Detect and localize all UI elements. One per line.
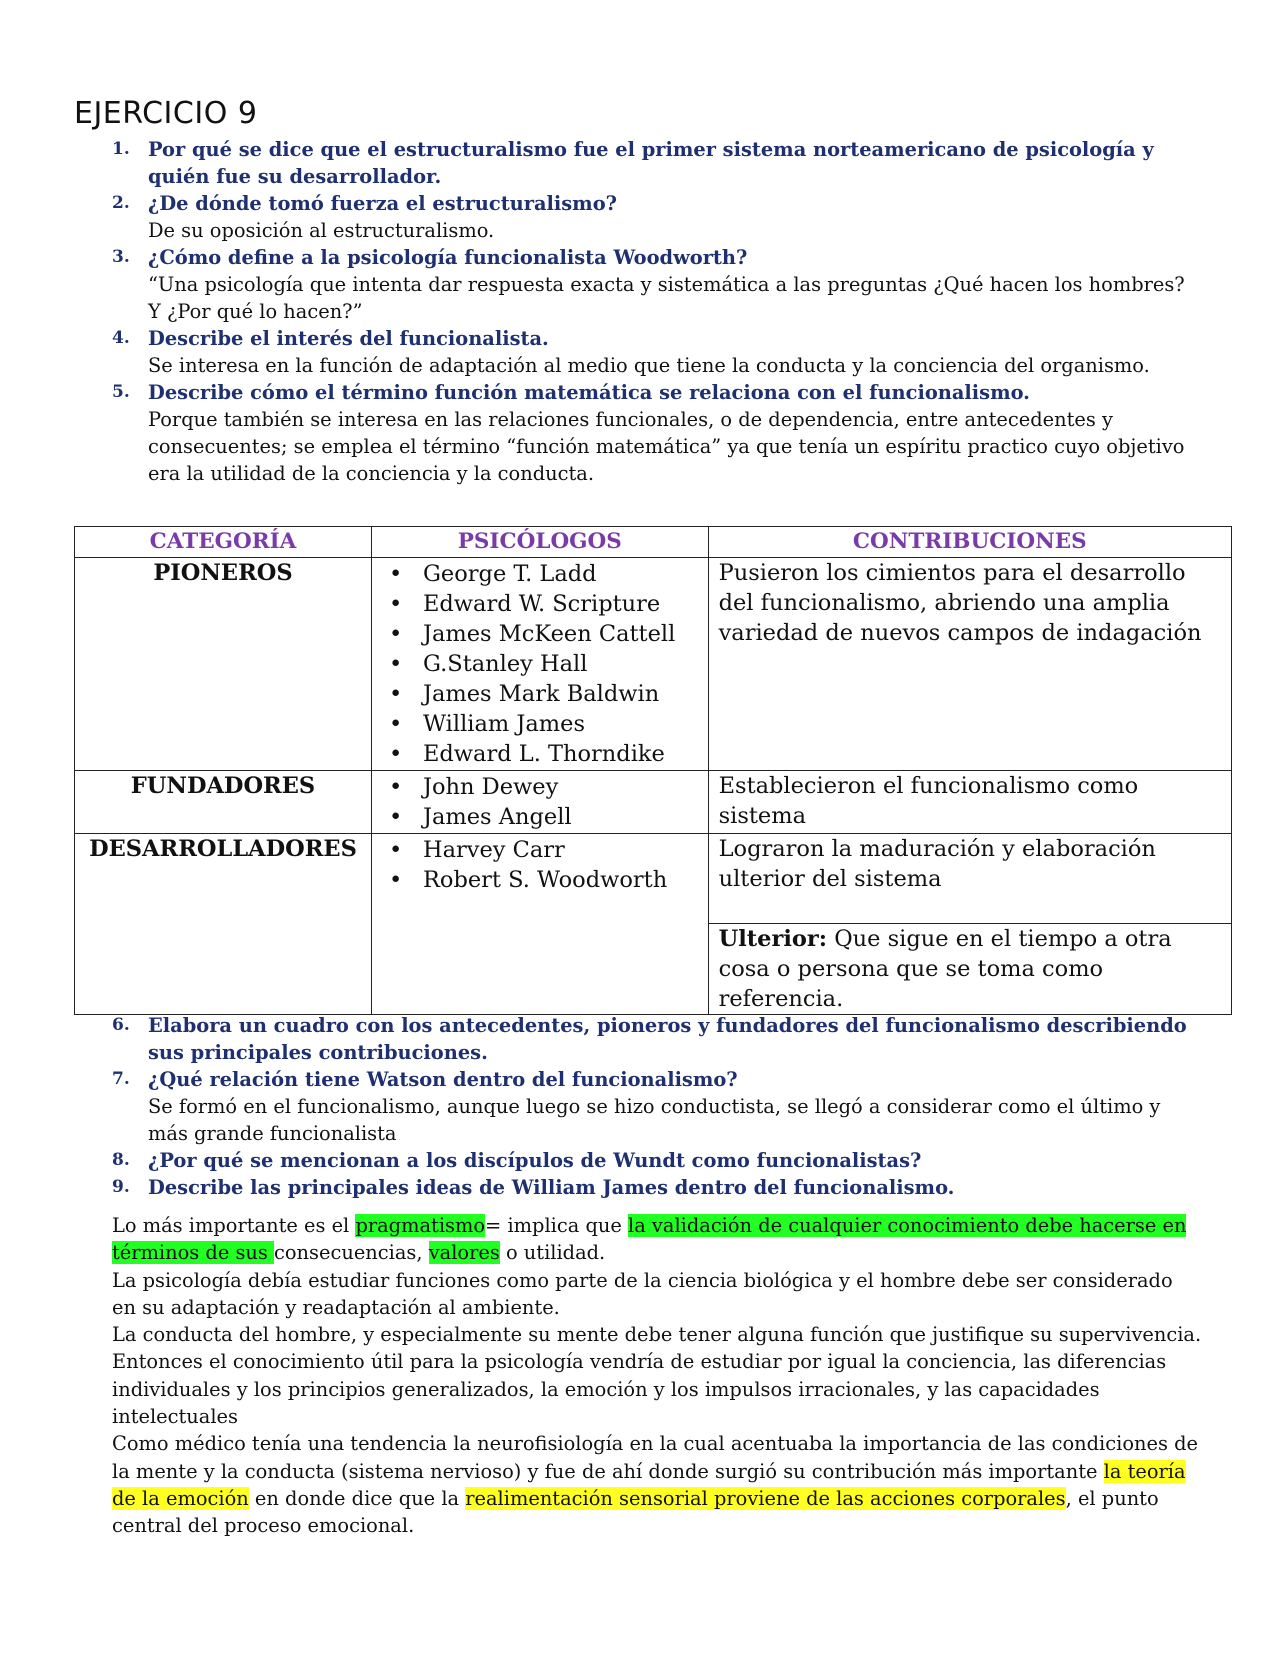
list-item: • Harvey Carr bbox=[387, 835, 707, 865]
list-item: • Edward W. Scripture bbox=[387, 589, 707, 619]
paragraph bbox=[112, 1430, 1202, 1539]
contribution-cell: Lograron la maduración y elaboración ulterior del sistema bbox=[708, 834, 1231, 924]
question-number: 8. bbox=[112, 1150, 130, 1170]
closing-text bbox=[112, 1212, 1202, 1540]
question-number: 2. bbox=[112, 193, 130, 213]
definition-text: Que sigue en el tiempo a otra cosa o persona que se toma como referencia. bbox=[718, 926, 1172, 1012]
psychologists-cell bbox=[371, 834, 708, 1015]
question-text: ¿De dónde tomó fuerza el estructuralismo? bbox=[148, 192, 617, 215]
question-number: 9. bbox=[112, 1177, 130, 1197]
text-run: o utilidad. bbox=[499, 1241, 606, 1265]
question-number: 5. bbox=[112, 382, 130, 402]
paragraph: Entonces el conocimiento útil para la psicología vendría de estudiar por igual la conciencia, las diferencias individuales y los principios generalizados, la emoción y los impulsos irracionales, y las capacidades intelectuales bbox=[112, 1350, 1167, 1429]
paragraph: La conducta del hombre, y especialmente su mente debe tener alguna función que justifique su supervivencia. bbox=[112, 1323, 1202, 1347]
question-number: 1. bbox=[112, 139, 130, 159]
question-number: 7. bbox=[112, 1069, 130, 1089]
answer-text: Porque también se interesa en las relaciones funcionales, o de dependencia, entre antecedentes y consecuentes; se emplea el término “función matemática” ya que tenía un espíritu practico cuyo objetivo era la utilidad de la conciencia y la conducta. bbox=[148, 408, 1185, 485]
definition-term: Ulterior: bbox=[718, 926, 828, 952]
question-text: Describe cómo el término función matemática se relaciona con el funcionalismo. bbox=[148, 381, 1030, 404]
text-run: consecuencias, bbox=[274, 1241, 429, 1265]
contribution-cell: Pusieron los cimientos para el desarrollo del funcionalismo, abriendo una amplia variedad de nuevos campos de indagación bbox=[708, 558, 1231, 771]
psychologist-list bbox=[373, 559, 707, 769]
question-text: ¿Por qué se mencionan a los discípulos de Wundt como funcionalistas? bbox=[148, 1149, 922, 1172]
category-cell: FUNDADORES bbox=[75, 771, 372, 834]
psychologist-list bbox=[373, 772, 707, 832]
list-item: • G.Stanley Hall bbox=[387, 649, 707, 679]
answer-text: De su oposición al estructuralismo. bbox=[148, 219, 495, 242]
question-number: 4. bbox=[112, 328, 130, 348]
question-item bbox=[108, 379, 1188, 487]
category-cell: DESARROLLADORES bbox=[75, 834, 372, 1015]
question-item bbox=[108, 244, 1188, 325]
header-contributions: CONTRIBUCIONES bbox=[708, 527, 1231, 558]
answer-text: “Una psicología que intenta dar respuesta exacta y sistemática a las preguntas ¿Qué hacen los hombres? Y ¿Por qué lo hacen?” bbox=[148, 273, 1185, 323]
question-text: Describe las principales ideas de William James dentro del funcionalismo. bbox=[148, 1176, 955, 1199]
question-item bbox=[108, 1174, 1188, 1201]
table-row bbox=[75, 834, 1232, 924]
list-item: • James McKeen Cattell bbox=[387, 619, 707, 649]
question-item bbox=[108, 136, 1188, 190]
list-item: • Edward L. Thorndike bbox=[387, 739, 707, 769]
text-run: Lo más importante es el bbox=[112, 1214, 356, 1237]
list-item: • James Angell bbox=[387, 802, 707, 832]
paragraph: La psicología debía estudiar funciones como parte de la ciencia biológica y el hombre debe ser considerado en su adaptación y readaptación al ambiente. bbox=[112, 1268, 1173, 1319]
question-text: Describe el interés del funcionalista. bbox=[148, 327, 549, 350]
answer-text: Se interesa en la función de adaptación al medio que tiene la conducta y la conciencia del organismo. bbox=[148, 354, 1150, 377]
highlight-green: pragmatismo bbox=[355, 1214, 486, 1237]
contribution-cell: Establecieron el funcionalismo como sistema bbox=[708, 771, 1231, 834]
psychologists-cell bbox=[371, 771, 708, 834]
question-text: Elabora un cuadro con los antecedentes, pioneros y fundadores del funcionalismo describiendo sus principales contribuciones. bbox=[148, 1014, 1187, 1064]
list-item: • John Dewey bbox=[387, 772, 707, 802]
question-list-top bbox=[108, 136, 1188, 487]
question-number: 6. bbox=[112, 1015, 130, 1035]
list-item: • George T. Ladd bbox=[387, 559, 707, 589]
list-item: • James Mark Baldwin bbox=[387, 679, 707, 709]
text-run: = implica que bbox=[485, 1214, 628, 1237]
table-row bbox=[75, 558, 1232, 771]
highlight-green: valores bbox=[428, 1241, 500, 1265]
question-item bbox=[108, 1066, 1188, 1147]
highlight-green: la validación de cualquier conocimiento debe hacerse en términos de sus bbox=[112, 1214, 1187, 1265]
question-number: 3. bbox=[112, 247, 130, 267]
question-item bbox=[108, 190, 1188, 244]
list-item: • William James bbox=[387, 709, 707, 739]
question-text: ¿Cómo define a la psicología funcionalista Woodworth? bbox=[148, 246, 748, 269]
list-item: • Robert S. Woodworth bbox=[387, 865, 707, 895]
page-title: EJERCICIO 9 bbox=[74, 96, 258, 131]
question-text: ¿Qué relación tiene Watson dentro del funcionalismo? bbox=[148, 1068, 738, 1091]
highlight-yellow: la teoría de la emoción bbox=[112, 1459, 1186, 1510]
text-run: en donde dice que la bbox=[248, 1486, 466, 1510]
header-psychologists: PSICÓLOGOS bbox=[371, 527, 708, 558]
category-cell: PIONEROS bbox=[75, 558, 372, 771]
table-row bbox=[75, 771, 1232, 834]
header-category: CATEGORÍA bbox=[75, 527, 372, 558]
answer-text: Se formó en el funcionalismo, aunque luego se hizo conductista, se llegó a considerar como el último y más grande funcionalista bbox=[148, 1095, 1161, 1145]
psychologist-list bbox=[373, 835, 707, 895]
question-text: Por qué se dice que el estructuralismo fue el primer sistema norteamericano de psicología y quién fue su desarrollador. bbox=[148, 138, 1154, 188]
definition-cell bbox=[708, 924, 1231, 1015]
highlight-yellow: realimentación sensorial proviene de las acciones corporales bbox=[465, 1486, 1066, 1510]
text-run: , el punto central del proceso emocional. bbox=[112, 1486, 1159, 1538]
question-item bbox=[108, 1012, 1188, 1066]
question-list-bottom bbox=[108, 1012, 1188, 1201]
question-item bbox=[108, 1147, 1188, 1174]
text-run: Como médico tenía una tendencia la neurofisiología en la cual acentuaba la importancia de las condiciones de la mente y la conducta (sistema nervioso) y fue de ahí donde surgió su contribución más importante bbox=[112, 1432, 1198, 1483]
table-header-row bbox=[75, 527, 1232, 558]
psychologists-cell bbox=[371, 558, 708, 771]
functionalism-table bbox=[74, 526, 1232, 1015]
paragraph bbox=[112, 1212, 1202, 1267]
question-item bbox=[108, 325, 1188, 379]
